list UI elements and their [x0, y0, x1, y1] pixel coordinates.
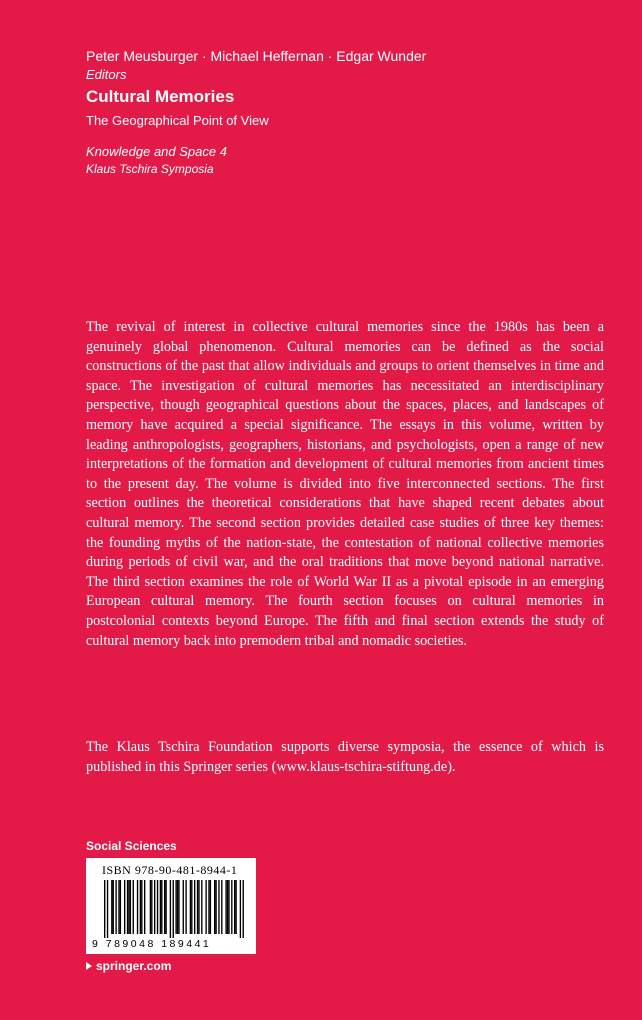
barcode-bar: [130, 880, 131, 934]
barcode-bar: [140, 880, 141, 934]
editors-names: Peter Meusburger · Michael Heffernan · Edgar Wunder: [86, 48, 427, 64]
editors-label: Editors: [86, 67, 127, 82]
barcode-bar: [198, 880, 199, 934]
barcode-bar: [144, 880, 145, 934]
publisher-link-text: springer.com: [96, 959, 172, 973]
barcode-bar: [175, 880, 176, 934]
barcode-bar: [178, 880, 179, 934]
barcode-bar: [228, 880, 229, 934]
book-description: The revival of interest in collective cultural memories since the 1980s has been a genuinely global phenomenon. Cultural memories can be defined as the social constructions of the past that allow individuals and groups to orient themselves in time and space. The investigation of cultural memories has necessitated an interdisciplinary perspective, though geographical questions about the spaces, places, and landscapes of memory have acquired a special significance. The essays in this volume, written by leading anthropologists, geographers, historians, and psychologists, open a range of new interpretations of the formation and development of cultural memories from ancient times to the present day. The volume is divided into five interconnected sections. The first section outlines the theoretical considerations that have shaped recent debates about cultural memory. The second section provides detailed case studies of three key themes: the founding myths of the nation-state, the contestation of national collective memories during periods of civil war, and the oral traditions that move beyond national narrative. The third section examines the role of World War II as a pivotal episode in an emerging European cultural memory. The fourth section focuses on cultural memories in postcolonial contexts beyond Europe. The fifth and final section extends the study of cultural memory back into premodern tribal and nomadic societies.: [86, 319, 604, 649]
barcode-bar: [128, 880, 129, 934]
barcode-bar: [164, 880, 165, 934]
barcode-bar: [104, 880, 105, 938]
barcode-digits: 9 789048 189441: [92, 938, 212, 950]
barcode-bar: [133, 880, 134, 934]
barcode-bar: [215, 880, 216, 934]
barcode-bar: [194, 880, 195, 934]
barcode-bar: [111, 880, 112, 934]
barcode-bar: [218, 880, 219, 934]
barcode-bar: [160, 880, 161, 934]
barcode-bar: [118, 880, 119, 934]
barcode-bar: [183, 880, 184, 934]
foundation-note: The Klaus Tschira Foundation supports diverse symposia, the essence of which is published in this Springer series (www.klaus-tschira-stiftung.de).: [86, 739, 604, 775]
barcode-bar: [197, 880, 198, 934]
barcode-bar: [235, 880, 236, 934]
book-subtitle: The Geographical Point of View: [86, 113, 269, 128]
barcode-bar: [208, 880, 209, 934]
barcode-bar: [205, 880, 206, 934]
barcode-bar: [165, 880, 166, 934]
barcode-bar: [115, 880, 116, 934]
publisher-link[interactable]: [86, 958, 171, 974]
barcode-bar: [185, 880, 186, 934]
barcode-bars: [104, 880, 244, 938]
barcode-bar: [243, 880, 244, 938]
barcode-bar: [107, 880, 108, 938]
arrow-right-icon: [86, 962, 92, 970]
barcode-bar: [231, 880, 232, 934]
barcode-bar: [150, 880, 151, 934]
barcode-bar: [191, 880, 192, 934]
barcode-bar: [151, 880, 152, 934]
barcode-bar: [127, 880, 128, 934]
barcode-bar: [214, 880, 215, 934]
book-title: Cultural Memories: [86, 87, 235, 106]
barcode-bar: [177, 880, 178, 934]
barcode-bar: [154, 880, 155, 934]
barcode-bar: [170, 880, 171, 938]
barcode-bar: [157, 880, 158, 934]
barcode-bar: [173, 880, 174, 938]
isbn-label: ISBN 978-90-481-8944-1: [102, 863, 238, 877]
barcode-bar: [240, 880, 241, 938]
barcode-bar: [141, 880, 142, 934]
barcode-bar: [161, 880, 162, 934]
barcode-bar: [124, 880, 125, 934]
barcode-bar: [234, 880, 235, 934]
cover-header: [86, 46, 606, 177]
isbn-barcode: [86, 858, 256, 954]
barcode-bar: [201, 880, 202, 934]
barcode-bar: [190, 880, 191, 934]
barcode-bar: [120, 880, 121, 934]
series-subtitle: Klaus Tschira Symposia: [86, 162, 214, 176]
subject-category: Social Sciences: [86, 839, 177, 853]
barcode-bar: [210, 880, 211, 934]
series-name: Knowledge and Space 4: [86, 144, 227, 159]
barcode-bar: [113, 880, 114, 934]
barcode-bar: [221, 880, 222, 934]
barcode-bar: [137, 880, 138, 934]
barcode-bar: [227, 880, 228, 934]
barcode-bar: [225, 880, 226, 934]
